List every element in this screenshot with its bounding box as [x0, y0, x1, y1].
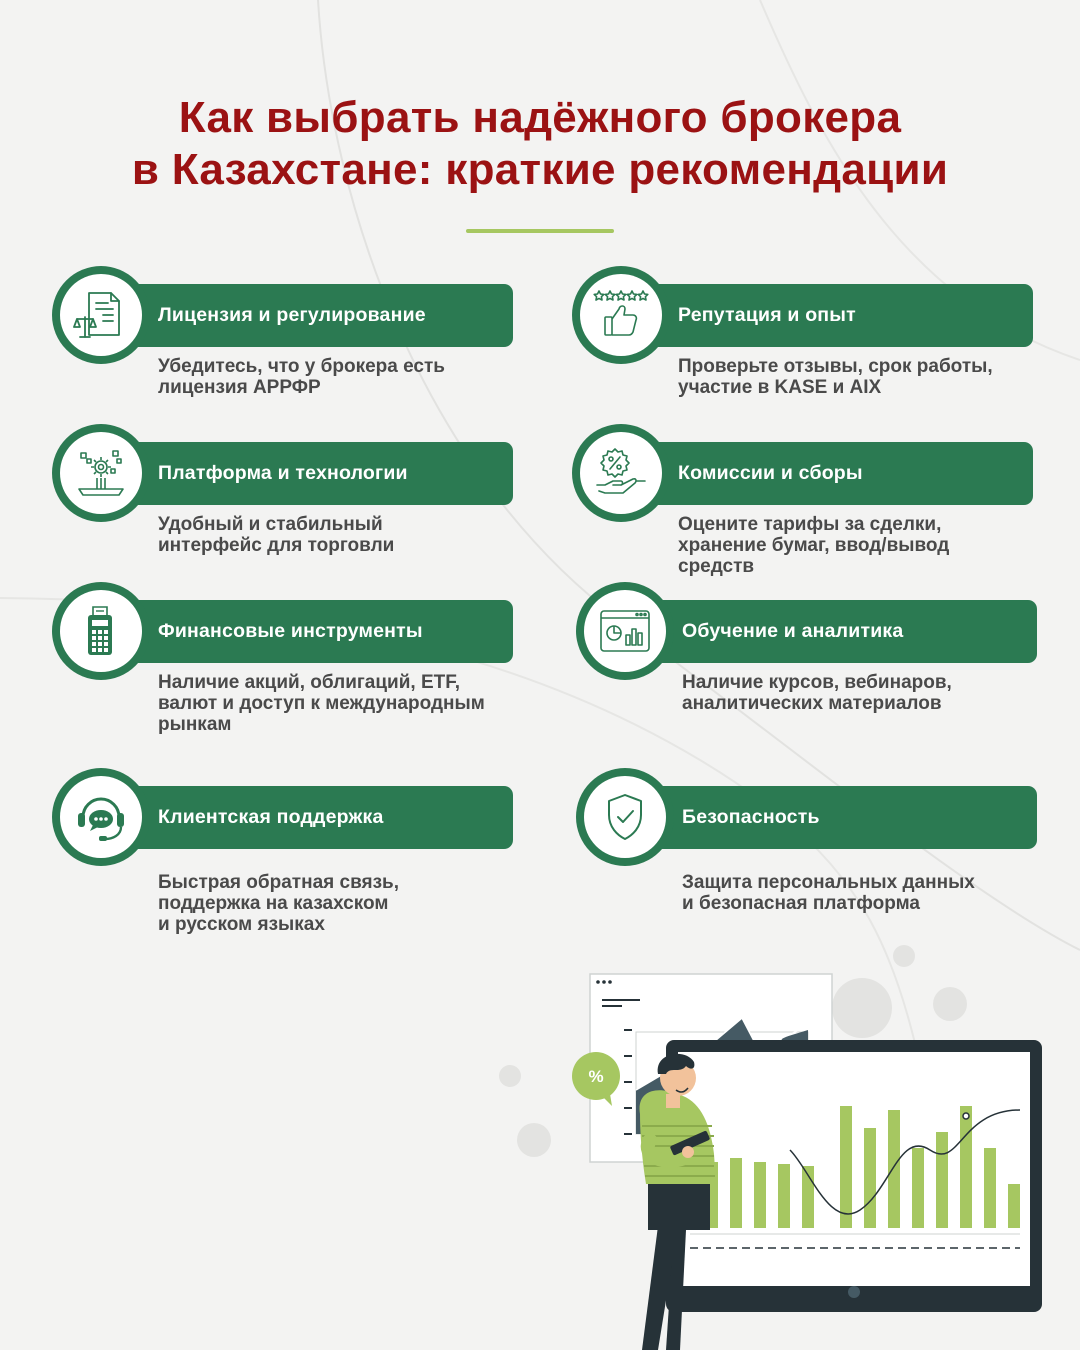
card-title: Репутация и опыт	[678, 304, 856, 326]
card-education	[576, 582, 1046, 782]
card-title: Безопасность	[682, 806, 820, 828]
card-banner	[108, 284, 513, 347]
card-banner	[108, 442, 513, 505]
card-title: Обучение и аналитика	[682, 620, 904, 642]
card-title: Клиентская поддержка	[158, 806, 384, 828]
card-description: Убедитесь, что у брокера есть лицензия АРРФР	[158, 356, 445, 398]
title-underline	[466, 229, 614, 233]
card-icon-circle	[52, 424, 150, 522]
card-description: Проверьте отзывы, срок работы, участие в KASE и AIX	[678, 356, 993, 398]
card-icon-circle	[52, 266, 150, 364]
card-description: Наличие акций, облигаций, ETF, валют и доступ к международным рынкам	[158, 672, 485, 735]
card-title: Комиссии и сборы	[678, 462, 863, 484]
page-title	[0, 92, 1080, 196]
card-title: Финансовые инструменты	[158, 620, 423, 642]
card-icon-circle	[576, 768, 674, 866]
card-banner	[108, 600, 513, 663]
card-description: Оцените тарифы за сделки, хранение бумаг, ввод/вывод средств	[678, 514, 950, 577]
card-icon-circle	[572, 424, 670, 522]
calculator-icon	[73, 603, 129, 659]
percent-badge: %	[588, 1067, 604, 1086]
license-document-scales-icon	[73, 287, 129, 343]
investor-illustration	[490, 930, 1080, 1350]
card-banner	[632, 600, 1037, 663]
card-description: Быстрая обратная связь, поддержка на казахском и русском языках	[158, 872, 400, 935]
card-title: Лицензия и регулирование	[158, 304, 426, 326]
card-banner	[628, 442, 1033, 505]
card-banner	[632, 786, 1037, 849]
card-icon-circle	[576, 582, 674, 680]
title-line-1: Как выбрать надёжного брокера	[178, 93, 902, 142]
card-title: Платформа и технологии	[158, 462, 408, 484]
card-banner	[108, 786, 513, 849]
card-instruments	[52, 582, 522, 782]
thumbs-up-stars-icon	[593, 287, 649, 343]
platform-gear-icon	[73, 445, 129, 501]
card-description: Наличие курсов, вебинаров, аналитических материалов	[682, 672, 952, 714]
card-description: Защита персональных данных и безопасная платформа	[682, 872, 975, 914]
card-icon-circle	[52, 768, 150, 866]
headset-chat-icon	[73, 789, 129, 845]
percent-hand-icon	[593, 445, 649, 501]
card-banner	[628, 284, 1033, 347]
card-icon-circle	[52, 582, 150, 680]
shield-check-icon	[597, 789, 653, 845]
analytics-browser-icon	[597, 603, 653, 659]
card-description: Удобный и стабильный интерфейс для торговли	[158, 514, 395, 556]
card-support	[52, 768, 522, 968]
title-line-2: в Казахстане: краткие рекомендации	[131, 145, 949, 194]
card-icon-circle	[572, 266, 670, 364]
